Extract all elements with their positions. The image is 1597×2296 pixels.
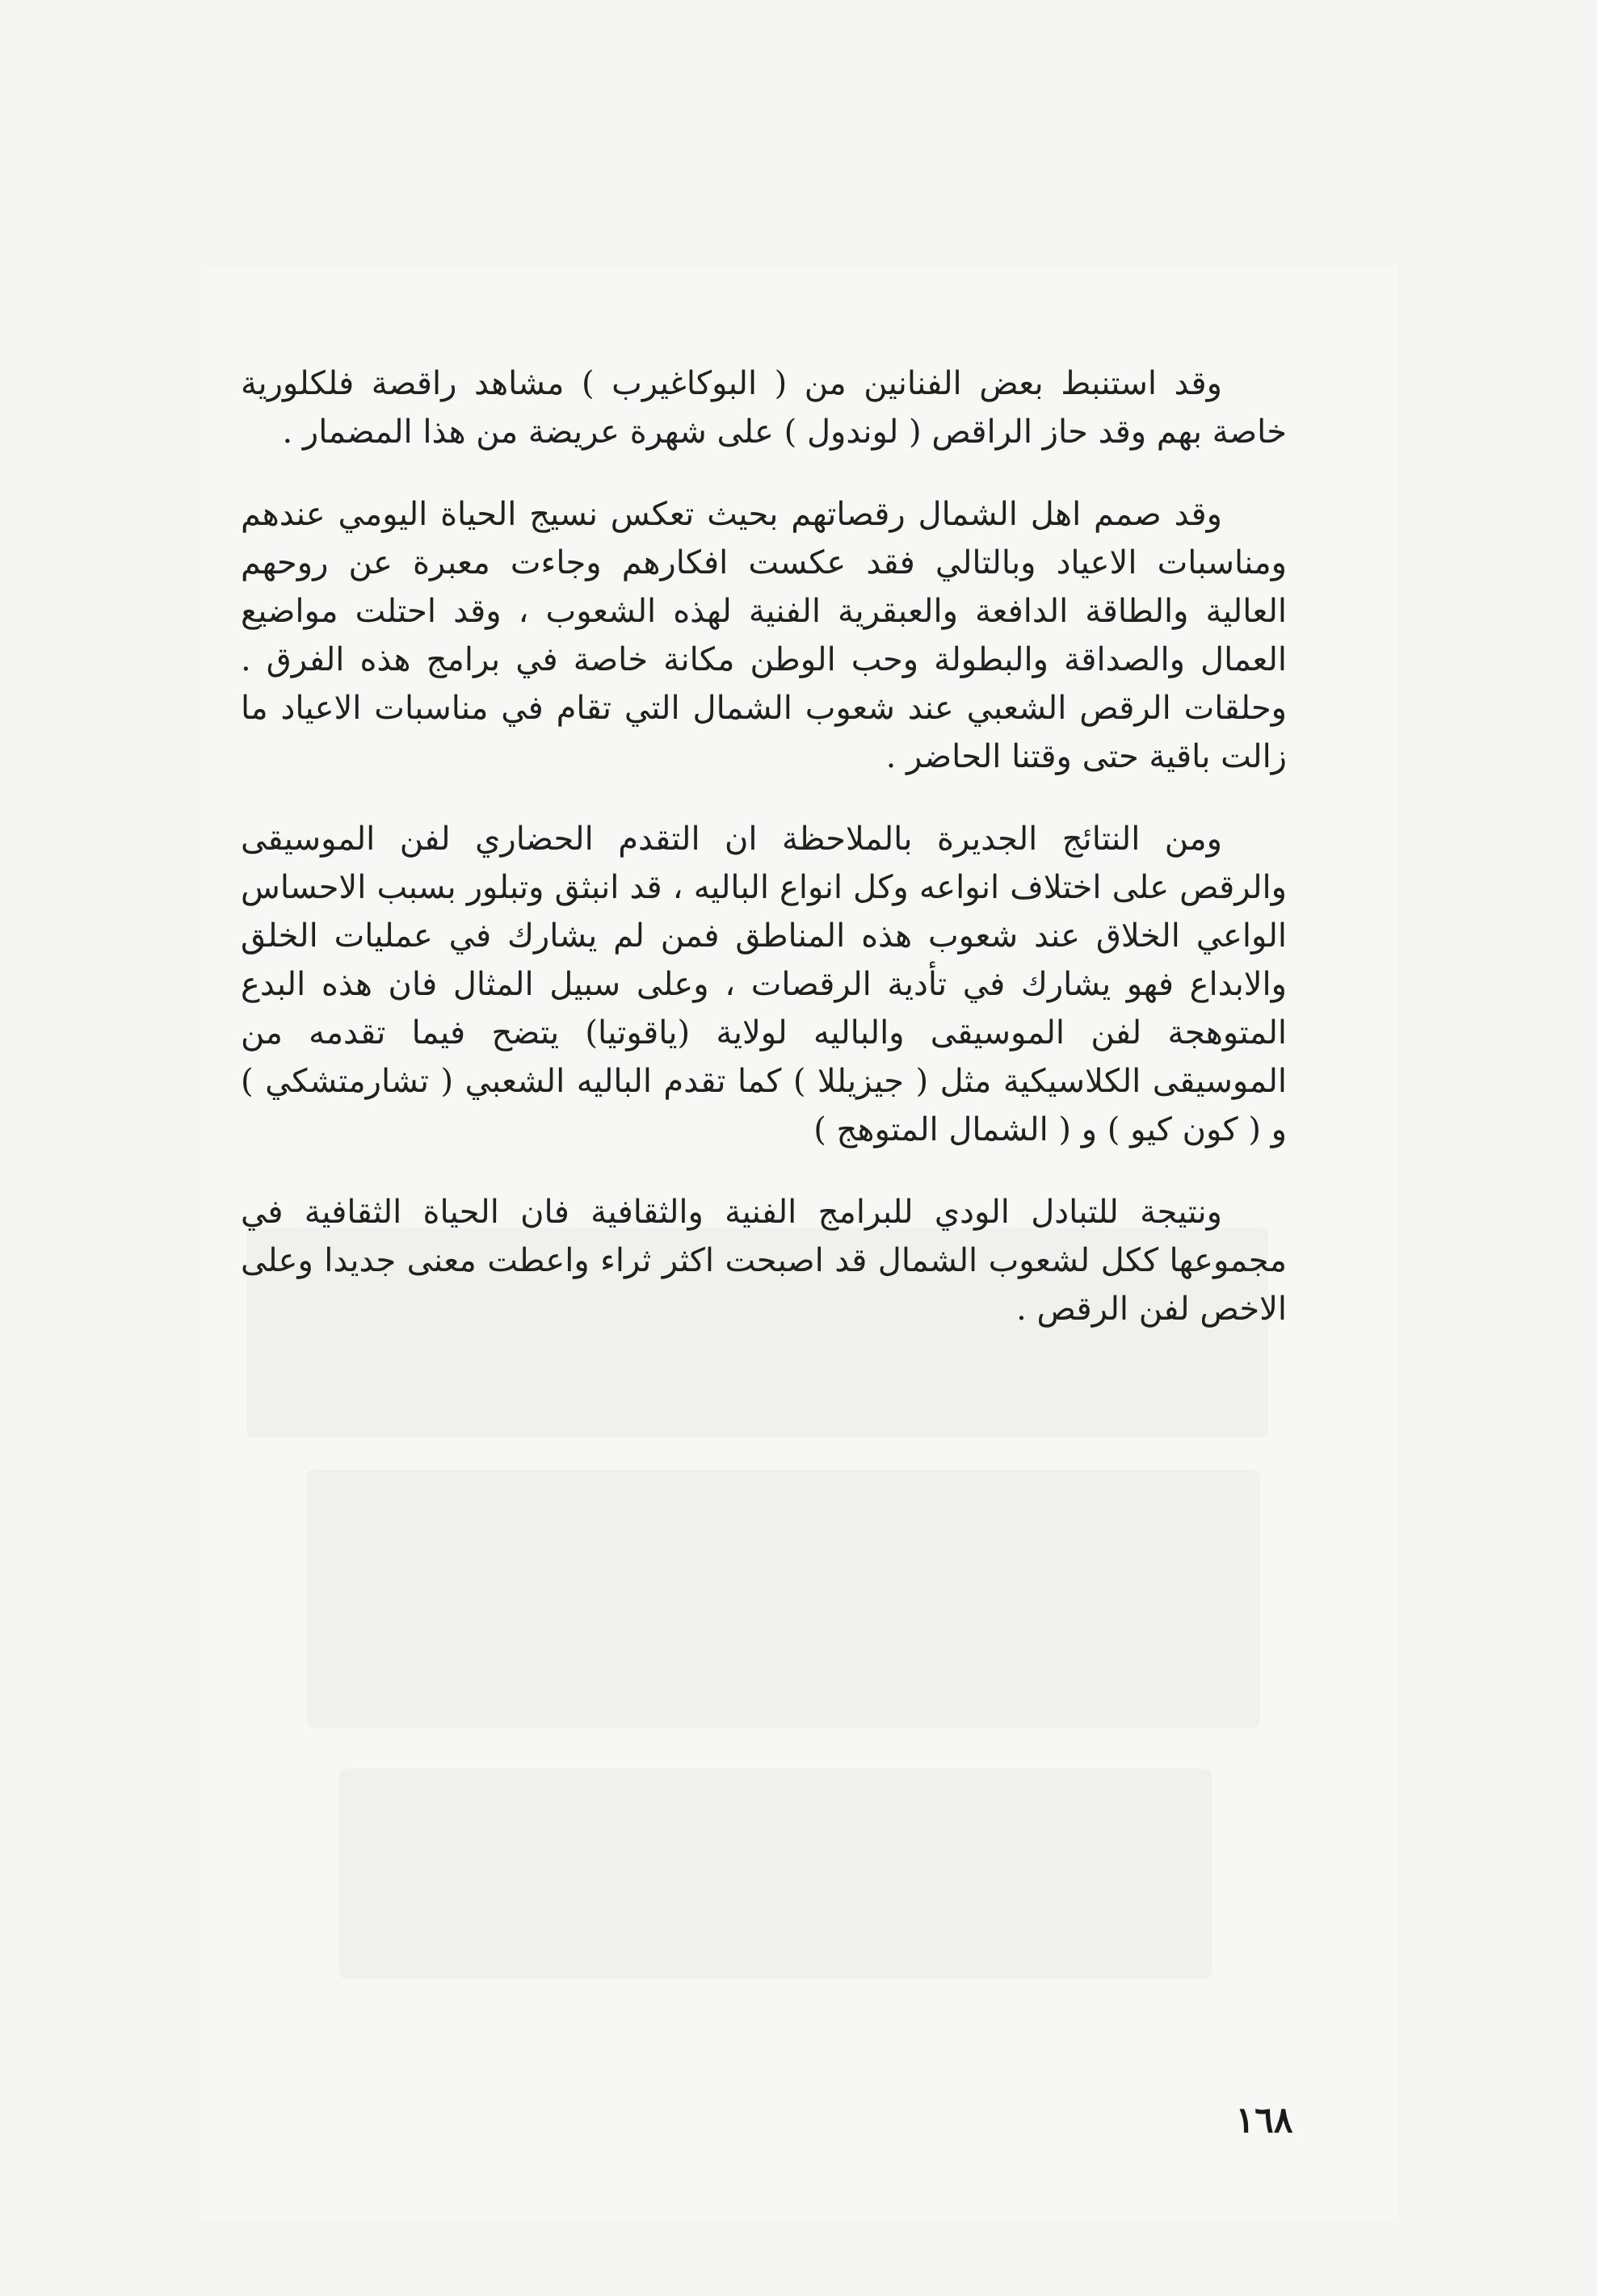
paragraph-1: وقد استنبط بعض الفنانين من ( البوكاغيرب ) مشاهد راقصة فلكلورية خاصة بهم وقد حاز الراقص ( لوندول ) على شهرة عريضة من هذا المضمار . [241,365,1287,451]
bleed-through-shadow [307,1470,1260,1728]
bleed-through-shadow [339,1769,1212,1979]
paragraph-3: ومن النتائج الجديرة بالملاحظة ان التقدم الحضاري لفن الموسيقى والرقص على اختلاف انواعه وكل انواع الباليه ، قد انبثق وتبلور بسبب الاحساس الواعي الخلاق عند شعوب هذه المناطق فمن لم يشارك في عمليات الخلق والابداع فهو يشارك في تأدية الرقصات ، وعلى سبيل المثال فان هذه البدع المتوهجة لفن الموسيقى والباليه لولاية (ياقوتيا) يتضح فيما تقدمه من الموسيقى الكلاسيكية مثل ( جيزيللا ) كما تقدم الباليه الشعبي ( تشارمتشكي ) و ( كون كيو ) و ( الشمال المتوهج ) [241,821,1287,1148]
paragraph-4: ونتيجة للتبادل الودي للبرامج الفنية والثقافية فان الحياة الثقافية في مجموعها ككل لشعوب الشمال قد اصبحت اكثر ثراء واعطت معنى جديدا وعلى الاخص لفن الرقص . [241,1194,1287,1328]
paragraph-2: وقد صمم اهل الشمال رقصاتهم بحيث تعكس نسيج الحياة اليومي عندهم ومناسبات الاعياد وبالتالي فقد عكست افكارهم وجاءت معبرة عن روحهم العالية والطاقة الدافعة والعبقرية الفنية لهذه الشعوب ، وقد احتلت مواضيع العمال والصداقة والبطولة وحب الوطن مكانة خاصة في برامج هذه الفرق . وحلقات الرقص الشعبي عند شعوب الشمال التي تقام في مناسبات الاعياد ما زالت باقية حتى وقتنا الحاضر . [241,496,1287,775]
page-number: ١٦٨ [1235,2100,1293,2141]
arabic-text-block [241,359,1287,1333]
